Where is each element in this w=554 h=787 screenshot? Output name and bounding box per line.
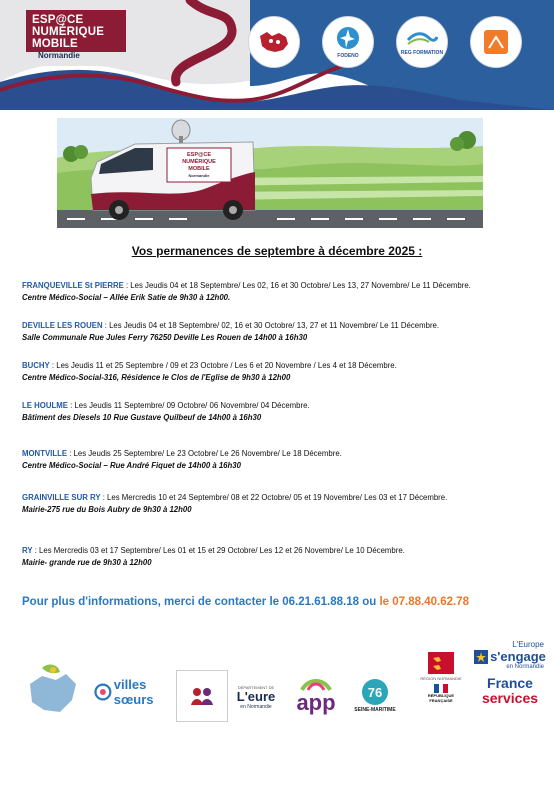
schedule-entry xyxy=(22,492,542,516)
entry-place: Centre Médico-Social-316, Résidence le Clos de l'Eglise de 9h30 à 12h00 xyxy=(22,373,291,382)
header-banner xyxy=(0,0,554,110)
entry-dates: : Les Mercredis 03 et 17 Septembre/ Les 01 et 15 et 29 Octobre/ Les 12 et 26 Novembre/ Le 10 Décembre. xyxy=(32,546,405,555)
brand-line-2: NUMÉRIQUE xyxy=(32,26,105,38)
contact-alt-phone[interactable]: le 07.88.40.62.78 xyxy=(379,596,469,608)
formation-label: REG FORMATION xyxy=(400,50,444,56)
entry-place: Mairie-275 rue du Bois Aubry de 9h30 à 12h00 xyxy=(22,505,192,514)
entry-town: DEVILLE LES ROUEN xyxy=(22,321,103,330)
van-banner-illustration xyxy=(57,118,483,228)
partner-logo-normandie xyxy=(248,16,300,68)
seine-maritime-76-badge: 76 xyxy=(362,679,388,705)
republique-label: RÉPUBLIQUE FRANÇAISE xyxy=(427,693,455,703)
entry-place: Centre Médico-Social – Allée Erik Satie de 9h30 à 12h00. xyxy=(22,293,231,302)
formation-wave-icon xyxy=(405,28,439,48)
europe-top: L'Europe xyxy=(512,640,544,649)
partner-logo-fodeno xyxy=(322,16,374,68)
entry-place: Centre Médico-Social – Rue André Fiquet de 14h00 à 16h30 xyxy=(22,461,241,470)
schedule-entry xyxy=(22,360,542,384)
entry-dates: : Les Jeudis 25 Septembre/ Le 23 Octobre/ Le 26 Novembre/ Le 18 Décembre. xyxy=(67,449,342,458)
entry-town: GRAINVILLE SUR RY xyxy=(22,493,101,502)
brand-line-3: MOBILE xyxy=(32,38,78,50)
schedule-entry xyxy=(22,280,542,304)
logo-region-republique xyxy=(418,652,464,722)
entry-place: Salle Communale Rue Jules Ferry 76250 Deville Les Rouen de 14h00 à 16h30 xyxy=(22,333,308,342)
entry-dates: : Les Jeudis 11 Septembre/ 09 Octobre/ 06 Novembre/ 04 Décembre. xyxy=(67,401,310,410)
van-text-line-2: NUMÉRIQUE xyxy=(182,159,216,165)
brand-region: Normandie xyxy=(38,51,80,60)
contact-line xyxy=(22,596,469,608)
brand-logo xyxy=(32,14,104,60)
commune-map-icon xyxy=(20,660,84,718)
eure-sub: en Normandie xyxy=(240,703,272,710)
fodeno-label: FODENO xyxy=(337,53,359,59)
van-text-line-4: Normandie xyxy=(188,173,210,178)
logo-communaute-communes xyxy=(20,660,84,718)
page-title: Vos permanences de septembre à décembre 2025 : xyxy=(131,244,423,258)
europe-normandie: en Normandie xyxy=(506,664,544,670)
seine-maritime-label: SEINE-MARITIME xyxy=(354,707,396,713)
normandie-lions-icon xyxy=(428,652,454,674)
partner-logo-orange xyxy=(470,16,522,68)
eure-top: DÉPARTEMENT DE xyxy=(237,684,275,690)
villes-soeurs-circle-icon xyxy=(94,680,112,704)
schedule-entry xyxy=(22,448,542,472)
schedule-entry xyxy=(22,400,542,424)
entry-dates: : Les Jeudis 11 et 25 Septembre / 09 et 23 Octobre / Les 6 et 20 Novembre / Les 4 et 18 Décembre. xyxy=(49,361,397,370)
people-group-icon xyxy=(189,685,215,707)
van-text-line-3: MOBILE xyxy=(188,166,210,172)
app-label: app xyxy=(296,690,336,715)
logo-app xyxy=(290,670,342,720)
europe-engage-row xyxy=(474,649,546,664)
europe-engage: s'engage xyxy=(490,649,546,664)
schedule-entry xyxy=(22,320,542,344)
eure-main: L'eure xyxy=(236,688,276,704)
french-flag-icon xyxy=(434,684,448,693)
logo-seine-maritime xyxy=(350,672,400,720)
services-label: services xyxy=(481,690,539,706)
entry-town: BUCHY xyxy=(22,361,50,370)
van-text-line-1: ESP@CE xyxy=(186,152,212,158)
brand-line-1: ESP@CE xyxy=(32,14,84,26)
partner-logo-formation xyxy=(396,16,448,68)
entry-dates: : Les Mercredis 10 et 24 Septembre/ 08 et 22 Octobre/ 05 et 19 Novembre/ Les 03 et 17 Décembre. xyxy=(100,493,448,502)
footer-logos xyxy=(0,640,554,730)
normandie-map-icon xyxy=(257,28,291,56)
fodeno-icon xyxy=(333,25,363,51)
entry-town: MONTVILLE xyxy=(22,449,68,458)
logo-communaute-box xyxy=(176,670,228,722)
logo-europe-france-services xyxy=(470,640,550,728)
region-normandie-label: RÉGION NORMANDIE xyxy=(420,676,462,681)
entry-town: FRANQUEVILLE St PIERRE xyxy=(22,281,124,290)
entry-place: Mairie- grande rue de 9h30 à 12h00 xyxy=(22,558,152,567)
entry-place: Bâtiment des Diesels 10 Rue Gustave Quilbeuf de 14h00 à 16h30 xyxy=(22,413,262,422)
entry-town: LE HOULME xyxy=(22,401,68,410)
entry-town: RY xyxy=(22,546,33,555)
logo-villes-soeurs xyxy=(94,678,170,706)
logo-eure xyxy=(230,674,282,720)
eu-stars-icon xyxy=(474,650,488,664)
orange-square-icon xyxy=(481,27,511,57)
schedule-entry xyxy=(22,545,542,569)
villes-soeurs-label: villes sœurs xyxy=(113,677,154,707)
france-label: France xyxy=(487,675,533,691)
entry-dates: : Les Jeudis 04 et 18 Septembre/ 02, 16 et 30 Octobre/ 13, 27 et 11 Novembre/ Le 11 Décembre. xyxy=(102,321,440,330)
entry-dates: : Les Jeudis 04 et 18 Septembre/ Les 02, 16 et 30 Octobre/ Les 13, 27 Novembre/ Le 11 Décembre. xyxy=(123,281,471,290)
contact-text: Pour plus d'informations, merci de contacter le 06.21.61.88.18 ou xyxy=(22,596,380,608)
van-scene xyxy=(57,118,483,228)
